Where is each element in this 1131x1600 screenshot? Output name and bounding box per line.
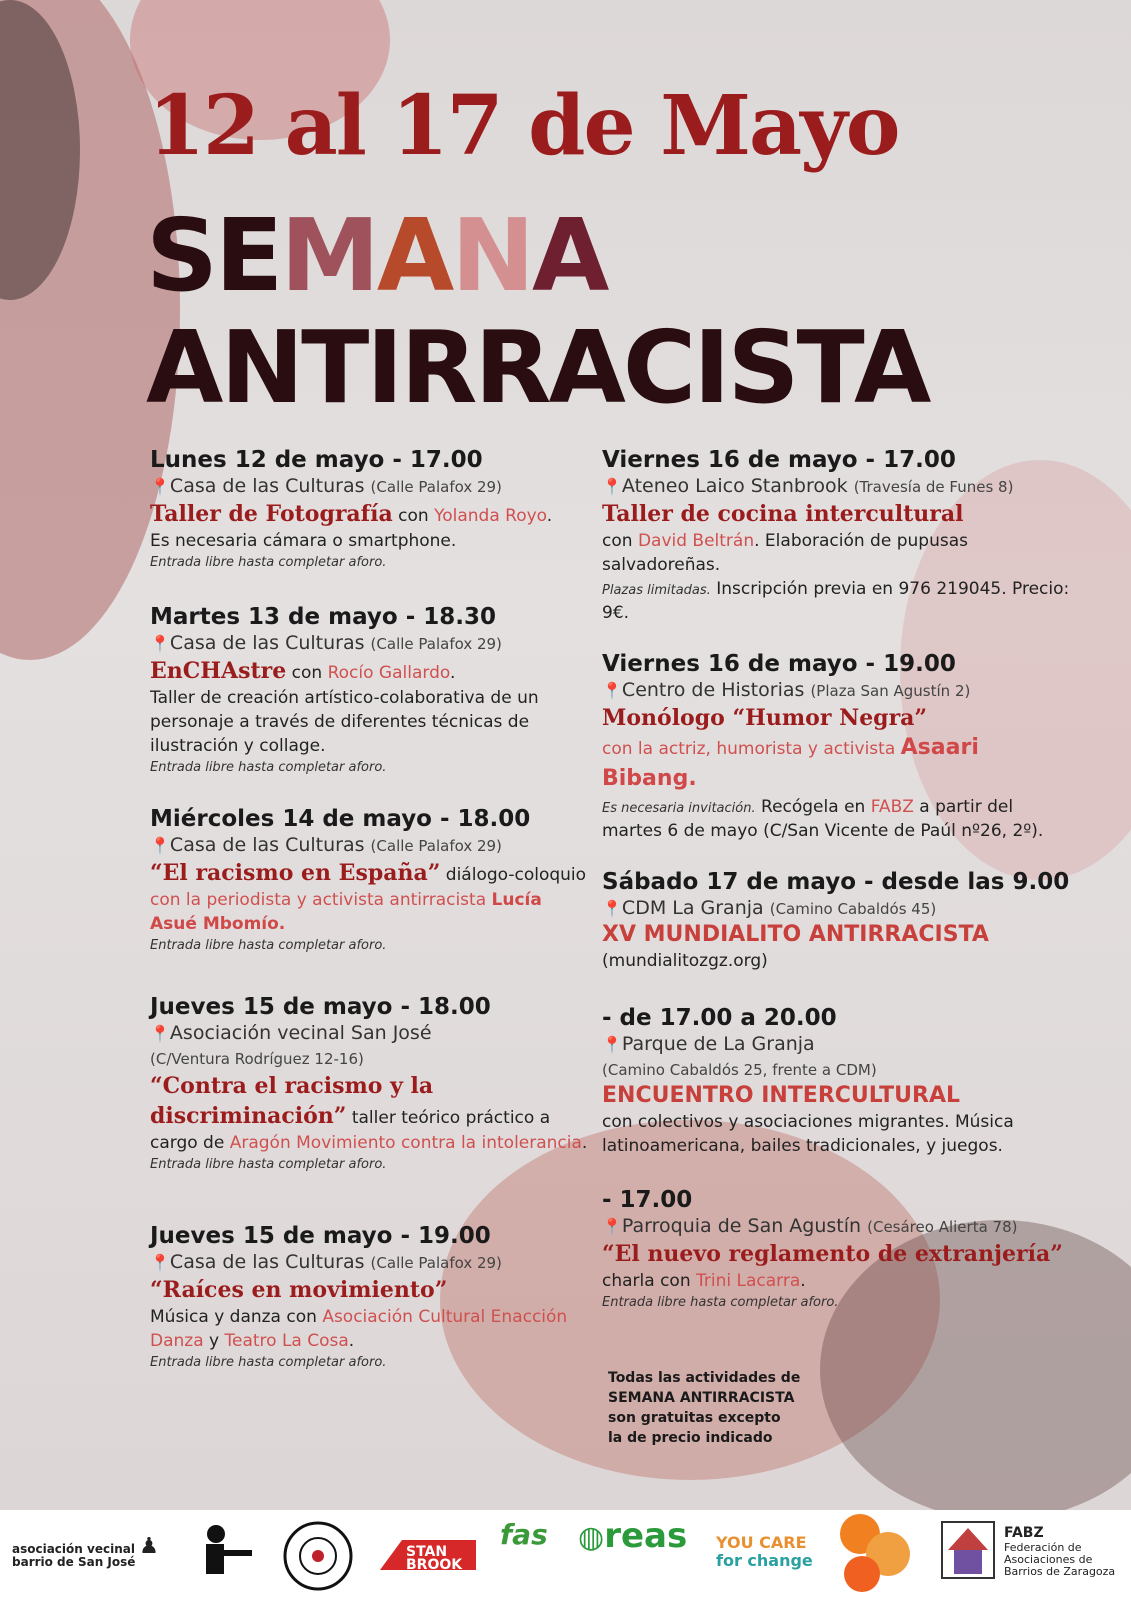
place-name: Parroquia de San Agustín	[621, 1215, 862, 1237]
place-address: (Camino Cabaldós 25, frente a CDM)	[602, 1061, 877, 1079]
event-place	[602, 1032, 1042, 1057]
place-address-line	[602, 1057, 1042, 1082]
title-line-1	[146, 197, 607, 314]
map-pin-icon: 📍	[602, 477, 622, 496]
event-entry-note: Entrada libre hasta completar aforo.	[150, 760, 387, 775]
place-address: (Calle Palafox 29)	[370, 478, 502, 496]
event-heading: Viernes 16 de mayo - 17.00	[602, 447, 956, 473]
sponsor-logos-bar	[0, 1510, 1131, 1600]
logo-youcare-text: YOU CARE	[716, 1533, 807, 1552]
logo-mundialito-icon	[282, 1520, 354, 1595]
event-person: David Beltrán	[637, 531, 755, 551]
event-heading: - de 17.00 a 20.00	[602, 1005, 837, 1031]
event-saturday-evening	[602, 1186, 1092, 1313]
event-person: Asaari Bibang.	[602, 735, 979, 791]
event-heading: Martes 13 de mayo - 18.30	[150, 604, 497, 630]
event-title-line: Taller de Fotografía con Yolanda Royo.	[150, 501, 553, 527]
event-heading: - 17.00	[602, 1187, 693, 1213]
event-wednesday	[150, 805, 590, 956]
event-registration	[602, 577, 1072, 625]
logo-fabz	[1004, 1524, 1124, 1578]
event-place	[150, 631, 590, 656]
event-description: Es necesaria cámara o smartphone.	[150, 531, 457, 551]
event-heading: Jueves 15 de mayo - 19.00	[150, 1223, 491, 1249]
map-pin-icon: 📍	[150, 477, 170, 496]
place-name: Casa de las Culturas	[169, 632, 365, 654]
place-name: CDM La Granja	[621, 897, 764, 919]
event-person-line	[602, 733, 1077, 795]
map-pin-icon: 📍	[150, 634, 170, 653]
event-title: ENCUENTRO INTERCULTURAL	[602, 1083, 961, 1108]
event-entry-note: Entrada libre hasta completar aforo.	[150, 1157, 387, 1172]
event-title: “Raíces en movimiento”	[150, 1277, 448, 1303]
event-person: Asociación Cultural Enacción Danza	[150, 1307, 568, 1351]
place-name: Casa de las Culturas	[169, 834, 365, 856]
date-heading: 12 al 17 de Mayo	[148, 78, 899, 174]
person-prefix: con la periodista y activista antirracista	[150, 890, 487, 910]
title-letter-a: A	[376, 197, 452, 314]
event-title: EnCHAstre	[150, 658, 287, 684]
person-prefix: con la actriz, humorista y activista	[602, 739, 896, 759]
title-letter-a-last: A	[531, 197, 607, 314]
event-person: Lucía Asué Mbomío.	[150, 890, 542, 934]
org-name: FABZ	[870, 797, 914, 817]
event-title-line: “Contra el racismo y la discriminación” taller teórico práctico a cargo de Aragón Movimiento contra la intolerancia.	[150, 1073, 588, 1153]
place-name: Asociación vecinal San José	[169, 1022, 432, 1044]
place-address: (C/Ventura Rodríguez 12-16)	[150, 1050, 364, 1068]
event-website[interactable]: (mundialitozgz.org)	[602, 951, 768, 971]
event-title: “Contra el racismo y la discriminación”	[150, 1073, 434, 1129]
event-entry-note: Entrada libre hasta completar aforo.	[602, 1295, 839, 1310]
logo-fas-text: fas	[500, 1518, 548, 1551]
text-prefix: Recógela en	[761, 797, 866, 817]
event-entry-note: Es necesaria invitación.	[602, 801, 756, 816]
logo-musician-icon	[186, 1520, 258, 1585]
place-name: Ateneo Laico Stanbrook	[621, 475, 848, 497]
map-pin-icon: 📍	[150, 1253, 170, 1272]
event-place	[150, 1250, 590, 1275]
event-text-2: a partir del martes 6 de mayo (C/San Vicente de Paúl nº26, 2º).	[602, 797, 1044, 841]
event-heading: Viernes 16 de mayo - 19.00	[602, 651, 956, 677]
event-description: Música y danza con Asociación Cultural Enacción Danza y Teatro La Cosa.	[150, 1307, 568, 1351]
event-entry-note: Plazas limitadas.	[602, 583, 711, 598]
title-line-2: ANTIRRACISTA	[146, 309, 929, 426]
figure-icon: ♟	[139, 1534, 159, 1559]
event-person: Rocío Gallardo	[327, 663, 450, 683]
event-tuesday	[150, 603, 590, 778]
map-pin-icon: 📍	[150, 836, 170, 855]
event-place	[602, 474, 1072, 499]
logo-avsj	[12, 1534, 172, 1569]
map-pin-icon: 📍	[150, 1024, 170, 1043]
event-type: taller teórico práctico a cargo de	[150, 1108, 551, 1153]
event-description: con colectivos y asociaciones migrantes. Música latinoamericana, bailes tradicionales, y juegos.	[602, 1112, 1014, 1156]
title-letter-n: N	[451, 197, 532, 314]
event-description: charla con Trini Lacarra.	[602, 1271, 806, 1291]
logo-youcare-text-2: for change	[716, 1551, 813, 1570]
event-friday-1	[602, 446, 1072, 625]
place-address: (Camino Cabaldós 45)	[769, 900, 937, 918]
logo-avsj-text: asociación vecinal	[12, 1542, 135, 1556]
event-title: XV MUNDIALITO ANTIRRACISTA	[602, 922, 989, 947]
logo-stanbrook-text: STAN BROOK	[406, 1544, 463, 1573]
and-label: y	[209, 1331, 220, 1351]
logo-stanbrook	[380, 1532, 476, 1585]
event-title: Taller de cocina intercultural	[602, 501, 964, 527]
logo-reas	[578, 1516, 688, 1556]
event-place	[150, 474, 590, 499]
event-friday-2	[602, 650, 1077, 843]
place-name: Casa de las Culturas	[169, 1251, 365, 1273]
event-title: “El racismo en España”	[150, 860, 441, 886]
with-label: con	[398, 506, 429, 526]
place-address: (Plaza San Agustín 2)	[810, 682, 971, 700]
event-entry-note: Entrada libre hasta completar aforo.	[150, 938, 387, 953]
event-title: “El nuevo reglamento de extranjería”	[602, 1241, 1063, 1267]
place-name: Casa de las Culturas	[169, 475, 365, 497]
event-text-2: Inscripción previa en 976 219045. Precio: 9€.	[602, 579, 1070, 623]
event-title: Taller de Fotografía	[150, 501, 393, 527]
place-address: (Calle Palafox 29)	[370, 837, 502, 855]
event-description	[602, 529, 1072, 577]
event-entry-note: Entrada libre hasta completar aforo.	[150, 1355, 387, 1370]
logo-fabz-icon	[940, 1520, 996, 1583]
text-prefix: Música y danza con	[150, 1307, 317, 1327]
event-saturday-afternoon	[602, 1004, 1042, 1158]
logo-youcare	[716, 1534, 813, 1570]
place-address: (Calle Palafox 29)	[370, 1254, 502, 1272]
place-address-line	[150, 1046, 590, 1071]
logo-fas	[500, 1518, 548, 1551]
map-pin-icon: 📍	[602, 1035, 622, 1054]
logo-fabz-text: FABZ	[1004, 1525, 1044, 1541]
event-monday	[150, 446, 590, 573]
event-text: . Elaboración de pupusas salvadoreñas.	[602, 531, 968, 575]
event-title-line	[150, 858, 590, 936]
logo-avsj-text-2: barrio de San José	[12, 1555, 136, 1569]
text-prefix: charla con	[602, 1271, 691, 1291]
event-heading: Jueves 15 de mayo - 18.00	[150, 994, 491, 1020]
event-place	[602, 896, 1072, 921]
event-thursday-1	[150, 993, 590, 1175]
event-type: diálogo-coloquio	[445, 865, 587, 885]
event-entry-note: Entrada libre hasta completar aforo.	[150, 555, 387, 570]
event-heading: Lunes 12 de mayo - 17.00	[150, 447, 483, 473]
event-title-line: EnCHAstre con Rocío Gallardo.	[150, 658, 456, 684]
event-thursday-2	[150, 1222, 590, 1373]
event-person: Yolanda Royo	[434, 506, 547, 526]
place-name: Centro de Historias	[621, 679, 805, 701]
free-activities-note: Todas las actividades de SEMANA ANTIRRACISTA son gratuitas excepto la de precio indicado	[608, 1370, 801, 1446]
event-person: Trini Lacarra	[696, 1271, 801, 1291]
title-letters-se: SE	[146, 197, 281, 314]
with-label: con	[602, 531, 633, 551]
event-heading: Sábado 17 de mayo - desde las 9.00	[602, 869, 1070, 895]
globe-icon: ◍	[578, 1520, 605, 1555]
event-place	[602, 678, 1077, 703]
map-pin-icon: 📍	[602, 899, 622, 918]
logo-fabz-text-2: Federación de Asociaciones de Barrios de Zaragoza	[1004, 1541, 1116, 1578]
logo-reas-text: reas	[604, 1516, 688, 1556]
event-description: Taller de creación artístico-colaborativa de un personaje a través de diferentes técnicas de ilustración y collage.	[150, 688, 539, 756]
event-place	[150, 1021, 590, 1046]
with-label: con	[291, 663, 323, 683]
place-address: (Cesáreo Alierta 78)	[867, 1218, 1018, 1236]
event-heading: Miércoles 14 de mayo - 18.00	[150, 806, 531, 832]
map-pin-icon: 📍	[602, 681, 622, 700]
event-person: Aragón Movimiento contra la intolerancia	[229, 1133, 582, 1153]
event-saturday	[602, 868, 1072, 973]
event-place	[602, 1214, 1092, 1239]
event-place	[150, 833, 590, 858]
place-address: (Travesía de Funes 8)	[853, 478, 1014, 496]
event-title: Monólogo “Humor Negra”	[602, 705, 928, 731]
place-address: (Calle Palafox 29)	[370, 635, 502, 653]
title-letter-m: M	[280, 197, 377, 314]
event-registration	[602, 795, 1077, 843]
logo-casa-culturas-icon	[836, 1510, 916, 1599]
map-pin-icon: 📍	[602, 1217, 622, 1236]
place-name: Parque de La Granja	[621, 1033, 815, 1055]
event-person-2: Teatro La Cosa	[224, 1331, 349, 1351]
